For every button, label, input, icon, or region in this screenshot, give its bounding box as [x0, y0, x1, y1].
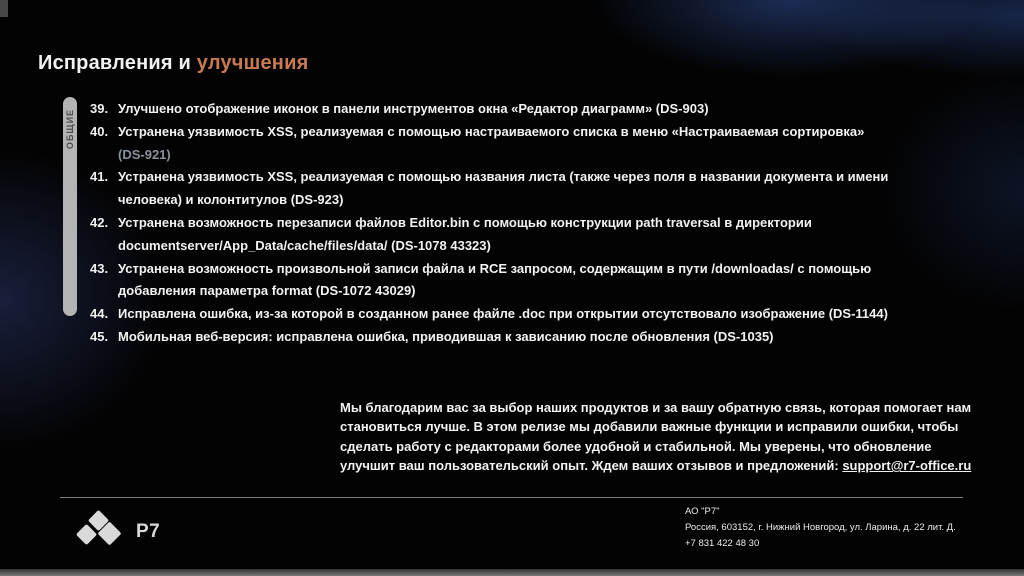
- page-title-prefix: Исправления и: [38, 52, 197, 74]
- thanks-text: Мы благодарим вас за выбор наших продуктов и за вашу обратную связь, которая помогает нам становиться лучше. В этом релизе мы добавили важные функции и исправили ошибки, чтобы сделать работу с редакторами более удобной и стабильной. Мы уверены, что обновление улучшит ваш пользовательский опыт. Ждем ваших отзывов и предложений:: [340, 400, 972, 474]
- section-tab-obshchie: [63, 97, 77, 316]
- item-text: Улучшено отображение иконок в панели инструментов окна «Редактор диаграмм» (DS-903): [118, 101, 709, 116]
- logo-text: Р7: [136, 521, 161, 542]
- footer-divider: [60, 497, 963, 498]
- item-text: Устранена уязвимость XSS, реализуемая с помощью названия листа (также через поля в названии документа и имени человека) и колонтитулов (DS-923): [118, 169, 889, 208]
- item-number: 40.: [90, 123, 109, 139]
- r7-logo-icon: [78, 512, 126, 554]
- corner-notch: [0, 0, 8, 17]
- item-text: Мобильная веб-версия: исправлена ошибка, приводившая к зависанию после обновления (DS-1035): [118, 328, 774, 344]
- item-number: 42.: [90, 214, 109, 230]
- issue-code: (DS-903): [655, 101, 709, 116]
- list-item: [90, 258, 902, 304]
- list-item: [90, 166, 902, 212]
- item-text: Устранена уязвимость XSS, реализуемая с помощью настраиваемого списка в меню «Настраиваемая сортировка» (DS-921): [118, 123, 865, 162]
- list-item: [90, 98, 902, 121]
- page-title-highlight: улучшения: [196, 52, 309, 74]
- bottom-bar: [0, 569, 1024, 576]
- thanks-paragraph: [340, 398, 972, 476]
- item-number: 44.: [90, 306, 109, 322]
- list-item: [90, 212, 902, 258]
- item-number: 45.: [90, 328, 109, 344]
- issue-code: (DS-1035): [713, 328, 774, 344]
- company-name: АО "Р7": [685, 506, 720, 517]
- item-number: 39.: [90, 101, 109, 116]
- item-number: 41.: [90, 169, 109, 185]
- list-item: [90, 121, 902, 167]
- list-item: [90, 303, 902, 326]
- company-address: Россия, 603152, г. Нижний Новгород, ул. Ларина, д. 22 лит. Д.: [685, 522, 956, 533]
- list-item: [90, 326, 902, 349]
- fixes-list: [90, 98, 902, 349]
- item-number: 43.: [90, 260, 109, 276]
- item-text: Исправлена ошибка, из-за которой в созданном ранее файле .doc при открытии отсутствовало изображение (DS-1144): [118, 306, 888, 322]
- issue-code: (DS-1072 43029): [315, 283, 416, 299]
- issue-code: (DS-1078 43323): [391, 237, 491, 253]
- issue-code: (DS-923): [290, 192, 344, 208]
- issue-code: (DS-1144): [828, 306, 888, 322]
- item-text: Устранена возможность произвольной записи файла и RCE запросом, содержащим в пути /downloadas/ с помощью добавления параметра format (DS-1072 43029): [118, 260, 872, 299]
- support-email-link[interactable]: support@r7-office.ru: [842, 458, 972, 474]
- company-phone: +7 831 422 48 30: [685, 538, 760, 549]
- issue-code: (DS-921): [118, 146, 171, 162]
- section-tab-label: ОБЩИЕ: [65, 108, 75, 150]
- item-text: Устранена возможность перезаписи файлов Editor.bin с помощью конструкции path traversal в директории documentserver/App_Data/cache/files/data/ (DS-1078 43323): [118, 214, 812, 253]
- page-title: [38, 52, 308, 75]
- contact-block: [685, 504, 956, 552]
